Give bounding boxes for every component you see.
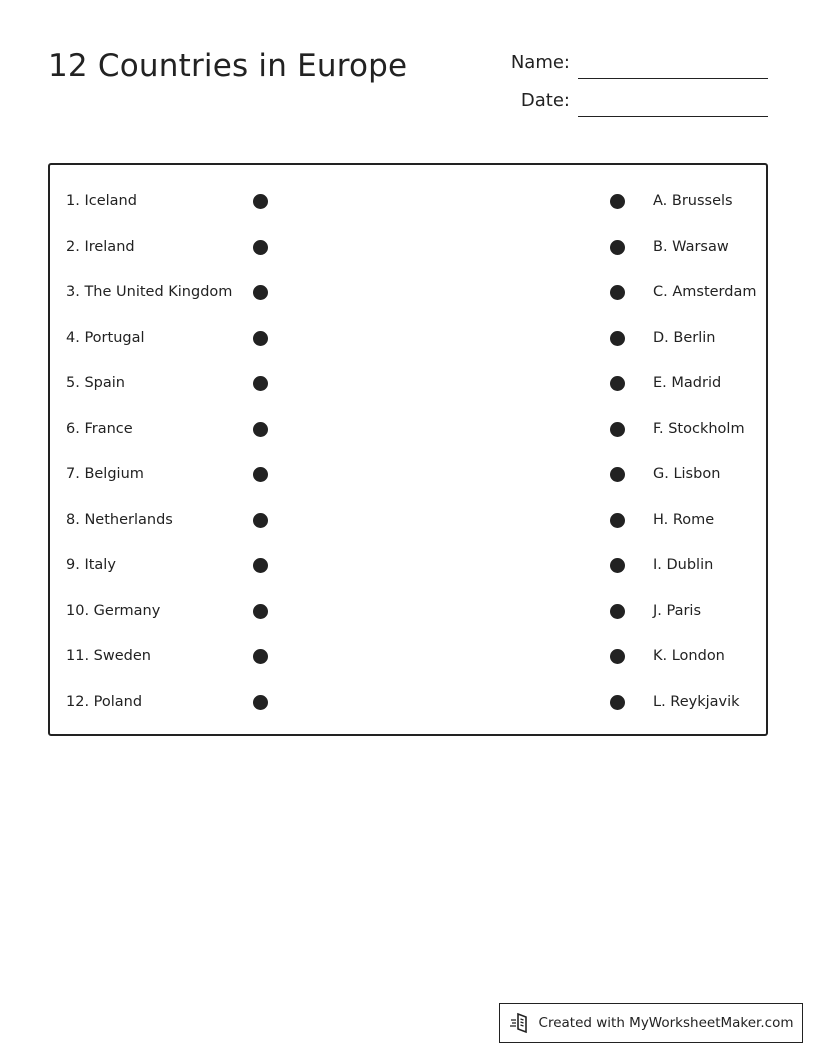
- capital-item: D. Berlin: [653, 329, 716, 346]
- capital-item: I. Dublin: [653, 557, 714, 573]
- country-dot[interactable]: [253, 422, 268, 437]
- match-row: [50, 373, 766, 393]
- capital-item: K. London: [653, 648, 725, 664]
- date-label: Date:: [520, 90, 570, 111]
- country-item: 1. Iceland: [66, 193, 137, 209]
- country-dot[interactable]: [253, 558, 268, 573]
- country-dot[interactable]: [253, 376, 268, 391]
- matching-box: [48, 163, 768, 736]
- capital-item: C. Amsterdam: [653, 284, 757, 300]
- match-row: [50, 555, 766, 575]
- capital-dot[interactable]: [610, 285, 625, 300]
- capital-item: L. Reykjavik: [653, 693, 740, 710]
- match-row: [50, 191, 766, 211]
- match-row: [50, 328, 766, 348]
- name-line[interactable]: [578, 78, 768, 79]
- capital-dot[interactable]: [610, 695, 625, 710]
- country-dot[interactable]: [253, 331, 268, 346]
- date-line[interactable]: [578, 116, 768, 117]
- country-item: 6. France: [66, 420, 133, 437]
- country-dot[interactable]: [253, 604, 268, 619]
- capital-dot[interactable]: [610, 558, 625, 573]
- name-label: Name:: [510, 52, 570, 73]
- worksheet-maker-logo-icon: [509, 1012, 531, 1034]
- capital-dot[interactable]: [610, 331, 625, 346]
- capital-item: G. Lisbon: [653, 466, 721, 482]
- name-field[interactable]: [468, 52, 768, 82]
- country-item: 5. Spain: [66, 375, 125, 391]
- match-row: [50, 464, 766, 484]
- country-item: 4. Portugal: [66, 329, 145, 346]
- country-dot[interactable]: [253, 285, 268, 300]
- capital-item: J. Paris: [653, 602, 702, 619]
- capital-dot[interactable]: [610, 513, 625, 528]
- capital-dot[interactable]: [610, 467, 625, 482]
- capital-item: F. Stockholm: [653, 420, 745, 437]
- capital-dot[interactable]: [610, 422, 625, 437]
- country-item: 8. Netherlands: [66, 511, 173, 528]
- footer-credit-box[interactable]: [499, 1003, 803, 1043]
- country-dot[interactable]: [253, 194, 268, 209]
- worksheet-title: 12 Countries in Europe: [48, 48, 408, 84]
- country-item: 2. Ireland: [66, 238, 135, 255]
- capital-dot[interactable]: [610, 194, 625, 209]
- country-dot[interactable]: [253, 649, 268, 664]
- country-item: 3. The United Kingdom: [66, 284, 233, 300]
- match-row: [50, 237, 766, 257]
- match-row: [50, 510, 766, 530]
- match-row: [50, 282, 766, 302]
- country-item: 11. Sweden: [66, 648, 151, 664]
- country-dot[interactable]: [253, 513, 268, 528]
- capital-dot[interactable]: [610, 240, 625, 255]
- country-item: 9. Italy: [66, 557, 116, 573]
- capital-item: E. Madrid: [653, 375, 722, 391]
- match-row: [50, 419, 766, 439]
- date-field[interactable]: [468, 90, 768, 120]
- country-item: 7. Belgium: [66, 466, 144, 482]
- capital-item: H. Rome: [653, 511, 715, 528]
- capital-item: A. Brussels: [653, 193, 733, 209]
- country-item: 10. Germany: [66, 602, 161, 619]
- match-row: [50, 692, 766, 712]
- capital-item: B. Warsaw: [653, 238, 729, 255]
- capital-dot[interactable]: [610, 649, 625, 664]
- match-row: [50, 601, 766, 621]
- capital-dot[interactable]: [610, 604, 625, 619]
- country-dot[interactable]: [253, 467, 268, 482]
- country-dot[interactable]: [253, 240, 268, 255]
- capital-dot[interactable]: [610, 376, 625, 391]
- match-row: [50, 646, 766, 666]
- footer-credit-text[interactable]: Created with MyWorksheetMaker.com: [538, 1015, 794, 1031]
- country-dot[interactable]: [253, 695, 268, 710]
- country-item: 12. Poland: [66, 693, 143, 710]
